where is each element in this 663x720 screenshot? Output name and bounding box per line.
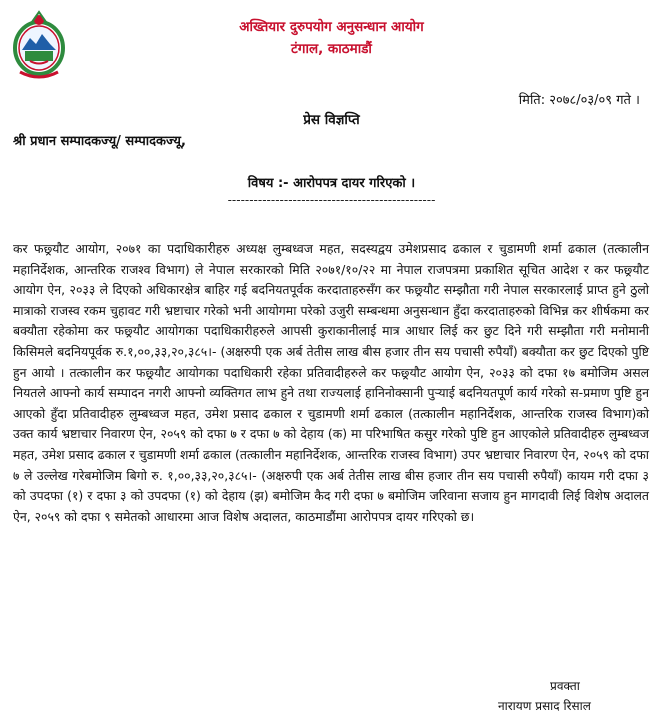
addressee: श्री प्रधान सम्पादकज्यू/ सम्पादकज्यू, [13,134,186,149]
signatory-role: प्रवक्ता [550,679,580,693]
document-title: प्रेस विज्ञप्ति [303,112,360,128]
signatory-name: नारायण प्रसाद रिसाल [498,699,591,713]
organization-address: टंगाल, काठमाडौं [291,41,372,57]
divider: ------------------------------------------------ [227,193,436,207]
organization-name: अख्तियार दुरुपयोग अनुसन्धान आयोग [239,19,424,35]
body-paragraph: कर फछ्र्यौट आयोग, २०७१ का पदाधिकारीहरु अध्यक्ष लुम्बध्वज महत, सदस्यद्वय उमेशप्रसाद ढकाल र चुडामणी शर्मा ढकाल (तत्कालीन महानिर्देशक, आन्तरिक राजश्व विभाग) ले नेपाल सरकारको मिति २०७१/१०/२२ मा नेपाल राजपत्रमा प्रकाशित सूचित आदेश र कर फछ्र्यौट आयोग ऐन, २०३३ ले दिएको अधिकारक्षेत्र बाहिर गई बदनियतपूर्वक करदाताहरुसँग कर फछ्र्यौट सम्झौता गरी नेपाल सरकारलाई प्राप्त हुने ठुलो मात्राको राजस्व रकम चुहावट गरी भ्रष्टाचार गरेको भनी आयोगमा परेको उजुरी सम्बन्धमा अनुसन्धान हुँदा करदाताहरुको विभिन्न कर शीर्षकमा कर बक्यौता रहेकोमा कर फछ्र्यौट आयोगका पदाधिकारीहरुले आपसी कुराकानीलाई मात्र आधार लिई कर छुट दिने गरी सम्झौता गरी मनोमानी किसिमले बदनियपूर्वक रु.१,००,३३,२०,३८५।- (अक्षरुपी एक अर्ब तेतीस लाख बीस हजार तीन सय पचासी रुपैयाँ) बक्यौता कर छुट दिएको पुष्टि हुन आयो । तत्कालीन कर फछ्र्यौट आयोगका पदाधिकारी रहेका प्रतिवादीहरुले कर फछ्र्यौट आयोग ऐन, २०३३ को दफा १७ बमोजिम असल नियतले आफ्नो कार्य सम्पादन नगरी आफ्नो व्यक्तिगत लाभ हुने तथा राज्यलाई हानिनोक्सानी पुऱ्याई बदनियतपूर्ण कार्य गरेको स-प्रमाण पुष्टि हुन आएको हुँदा प्रतिवादीहरु लुम्बध्वज महत, उमेश प्रसाद ढकाल र चुडामणी शर्मा ढकाल (तत्कालीन महानिर्देशक, आन्तरिक राजस्व विभाग)को उक्त कार्य भ्रष्टाचार निवारण ऐन, २०५९ को दफा ७ र दफा ७ को देहाय (क) मा परिभाषित कसुर गरेको पुष्टि हुन आएकोले प्रतिवादीहरु लुम्बध्वज महत, उमेश प्रसाद ढकाल र चुडामणी शर्मा ढकाल (तत्कालीन महानिर्देशक, आन्तरिक राजस्व विभाग) उपर भ्रष्टाचार निवारण ऐन, २०५९ को दफा ७ ले उल्लेख गरेबमोजिम बिगो रु. १,००,३३,२०,३८५।- (अक्षरुपी एक अर्ब तेतीस लाख बीस हजार तीन सय पचासी रुपैयाँ) कायम गरी दफा ३ को उपदफा (१) र दफा ३ को उपदफा (१) को देहाय (झ) बमोजिम कैद गरी दफा ७ बमोजिम जरिवाना सजाय हुन मागदावी लिई विशेष अदालत ऐन, २०५९ को दफा ९ समेतको आधारमा आज विशेष अदालत, काठमाडौंमा आरोपपत्र दायर गरिएको छ। [13,241,649,524]
subject-line: विषय :- आरोपपत्र दायर गरिएको । [247,176,416,191]
issue-date: मिति: २०७८/०३/०९ गते । [518,93,640,108]
